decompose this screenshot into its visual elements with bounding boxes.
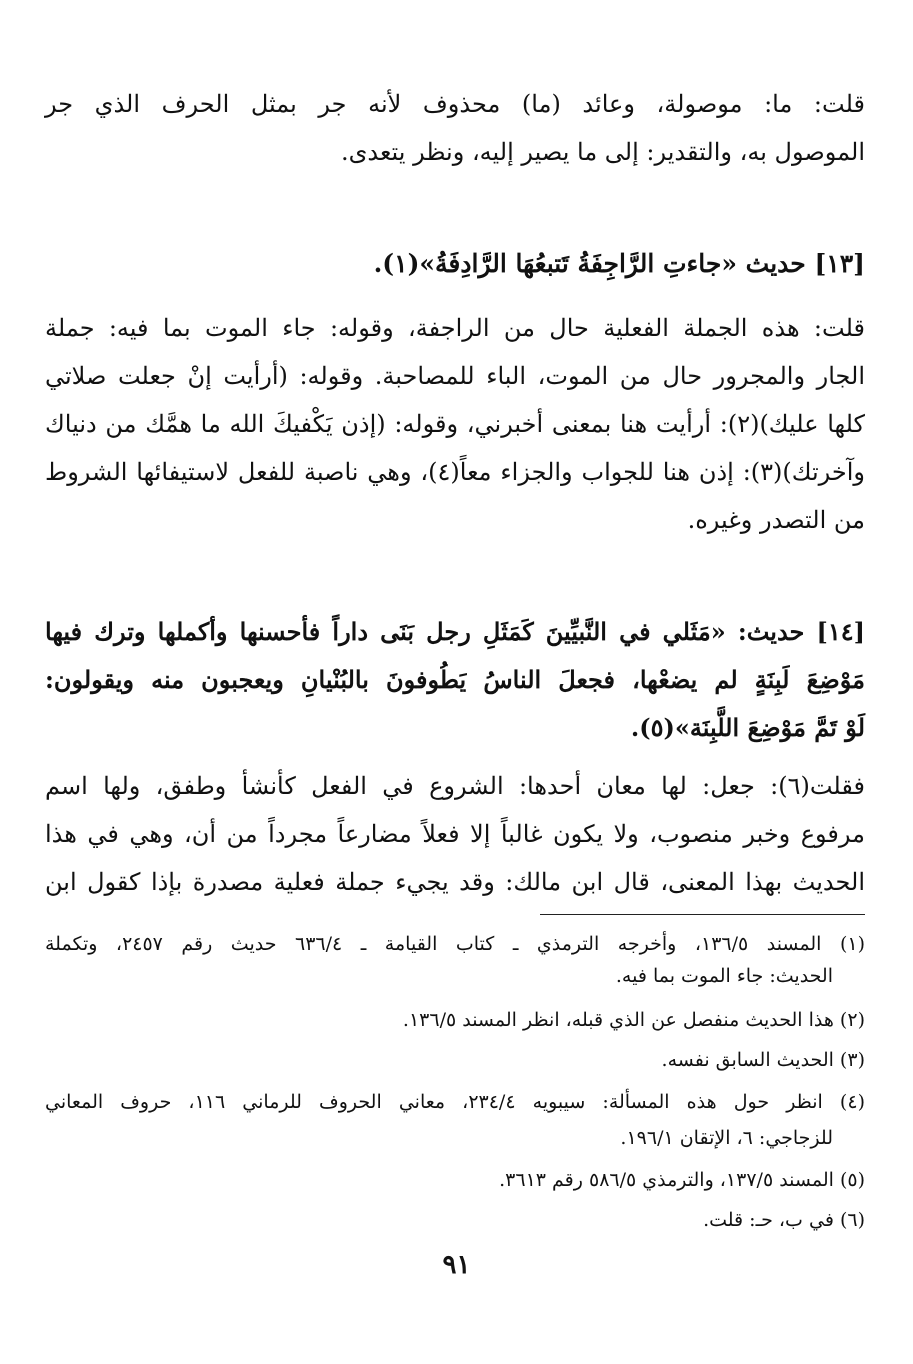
- hadith-line: لَوْ تَمَّ مَوْضِعَ اللَّبِنَة»(٥).: [630, 713, 865, 742]
- footnote-line: (٤) انظر حول هذه المسألة: سيبويه ٢٣٤/٤، معاني الحروف للرماني ١١٦، حروف المعاني: [45, 1091, 865, 1113]
- footnote-line: (٣) الحديث السابق نفسه.: [661, 1049, 865, 1071]
- hadith-line: مَوْضِعَ لَبِنَةٍ لم يضعْها، فجعلَ الناسُ يَطُوفونَ بالبُنْيانِ ويعجبون منه ويقولون:: [45, 665, 865, 694]
- body-line: قلت: هذه الجملة الفعلية حال من الراجفة، وقوله: جاء الموت بما فيه: جملة: [45, 314, 865, 342]
- body-line: الحديث بهذا المعنى، قال ابن مالك: وقد يجيء جملة فعلية مصدرة بإذا كقول ابن: [45, 868, 865, 896]
- footnote-line: (٥) المسند ١٣٧/٥، والترمذي ٥٨٦/٥ رقم ٣٦١٣.: [499, 1169, 865, 1191]
- page-number: ٩١: [442, 1250, 471, 1280]
- body-line: قلت: ما: موصولة، وعائد (ما) محذوف لأنه جر بمثل الحرف الذي جر: [45, 90, 865, 118]
- footnote-line: (١) المسند ١٣٦/٥، وأخرجه الترمذي ـ كتاب القيامة ـ ٦٣٦/٤ حديث رقم ٢٤٥٧، وتكملة: [45, 933, 865, 955]
- body-line: فقلت(٦): جعل: لها معان أحدها: الشروع في الفعل كأنشأ وطفق، ولها اسم: [45, 772, 865, 800]
- footnote-line: (٢) هذا الحديث منفصل عن الذي قبله، انظر المسند ١٣٦/٥.: [402, 1009, 865, 1031]
- hadith-heading: [١٤] حديث: «مَثَلي في النَّبيِّينَ كَمَثَلِ رجل بَنَى داراً فأحسنها وأكملها وترك فيها: [45, 617, 865, 646]
- hadith-heading: [١٣] حديث «جاءتِ الرَّاجِفَةُ تَتبعُهَا الرَّادِفَةُ»(١).: [373, 249, 865, 278]
- footnote-line: الحديث: جاء الموت بما فيه.: [615, 965, 833, 987]
- body-line: الموصول به، والتقدير: إلى ما يصير إليه، ونظر يتعدى.: [340, 138, 865, 166]
- body-line: وآخرتك)(٣): إذن هنا للجواب والجزاء معاً(٤)، وهي ناصبة للفعل لاستيفائها الشروط: [45, 458, 865, 486]
- body-line: من التصدر وغيره.: [687, 506, 865, 534]
- footnote-separator: [540, 914, 865, 915]
- body-line: الجار والمجرور حال من الموت، الباء للمصاحبة. وقوله: (أرأيت إنْ جعلت صلاتي: [45, 362, 865, 390]
- body-line: كلها عليك)(٢): أرأيت هنا بمعنى أخبرني، وقوله: (إذن يَكْفيكَ الله ما همَّك من دنياك: [45, 410, 865, 438]
- footnote-line: (٦) في ب، حـ: قلت.: [703, 1209, 865, 1231]
- footnote-line: للزجاجي: ٦، الإتقان ١٩٦/١.: [620, 1127, 833, 1149]
- body-line: مرفوع وخبر منصوب، ولا يكون غالباً إلا فعلاً مضارعاً مجرداً من أن، وهي في هذا: [45, 820, 865, 848]
